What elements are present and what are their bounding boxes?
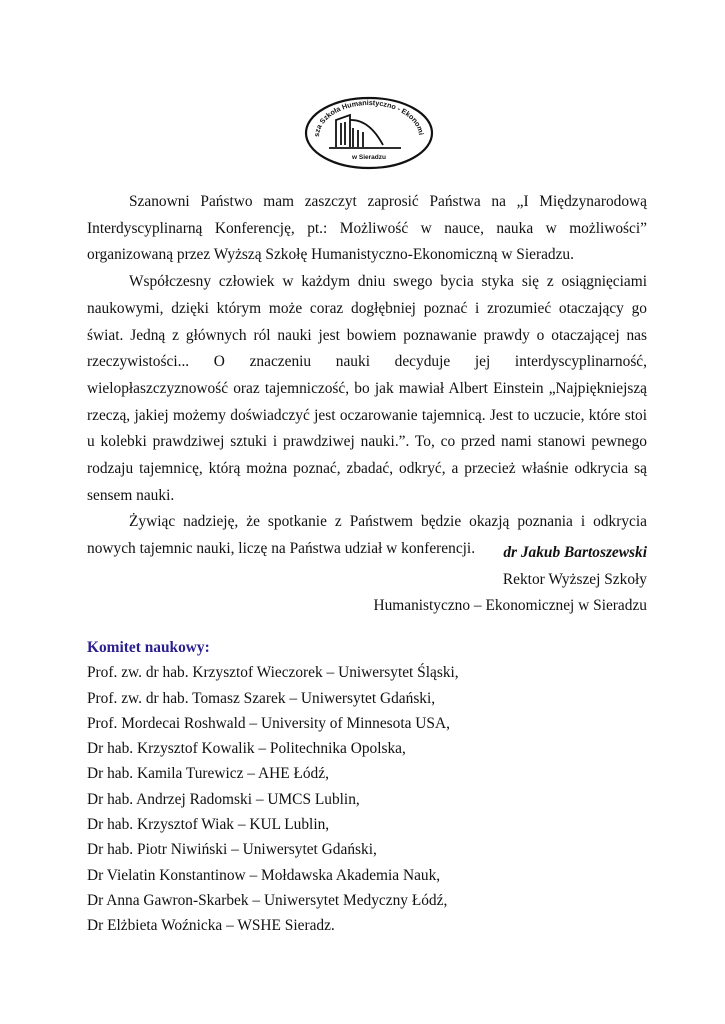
committee-member: Dr Elżbieta Woźnicka – WSHE Sieradz. — [87, 917, 335, 935]
signature-name: dr Jakub Bartoszewski — [503, 544, 647, 561]
university-logo — [303, 95, 435, 171]
committee-heading: Komitet naukowy: — [87, 639, 210, 656]
committee-member: Dr hab. Andrzej Radomski – UMCS Lublin, — [87, 790, 360, 808]
committee-member: Prof. zw. dr hab. Tomasz Szarek – Uniwersytet Gdański, — [87, 689, 436, 707]
committee-member: Dr hab. Krzysztof Kowalik – Politechnika Opolska, — [87, 740, 406, 758]
logo-ring-text: sza Szkoła Humanistyczno - Ekonomi — [311, 97, 426, 138]
committee-member: Prof. Mordecai Roshwald – University of Minnesota USA, — [87, 714, 450, 732]
scientific-committee — [87, 635, 459, 939]
committee-member: Dr hab. Krzysztof Wiak – KUL Lublin, — [87, 816, 330, 834]
committee-member: Prof. zw. dr hab. Krzysztof Wieczorek – Uniwersytet Śląski, — [87, 664, 459, 682]
committee-member: Dr hab. Piotr Niwiński – Uniwersytet Gdański, — [87, 841, 377, 859]
building-icon — [329, 115, 401, 148]
letter-body — [87, 189, 647, 563]
signature-title-line1: Rektor Wyższej Szkoły — [502, 570, 647, 588]
letter-paragraph-closing: Żywiąc nadzieję, że spotkanie z Państwem będzie okazją poznania i odkrycia nowych tajemnic nauki, liczę na Państwa udział w konferencji. — [87, 513, 647, 558]
letter-paragraph-science: Współczesny człowiek w każdym dniu swego bycia styka się z osiągnięciami naukowymi, dzięki którym może coraz dogłębniej poznać i zrozumieć otaczający go świat. Jedną z głównych ról nauki jest bowiem poznawanie prawdy o otaczającej nas rzeczywistości... O znaczeniu nauki decyduje jej interdyscyplinarność, wielopłaszczyznowość oraz tajemniczość, bo jak mawiał Albert Einstein „Najpiękniejszą rzeczą, jakiej możemy doświadczyć jest oczarowanie tajemnicą. Jest to uczucie, które stoi u kolebki prawdziwej sztuki i prawdziwej nauki.”. To, co przed nami stanowi pewnego rodzaju tajemnicę, którą można poznać, zbadać, odkryć, a przecież właśnie odkrycia są sensem nauki. — [87, 273, 647, 504]
letter-paragraph-invitation: Szanowni Państwo mam zaszczyt zaprosić Państwa na „I Międzynarodową Interdyscyplinarną Konferencję, pt.: Możliwość w nauce, nauka w możliwości” organizowaną przez Wyższą Szkołę Humanistyczno-Ekonomiczną w Sieradzu. — [87, 193, 647, 264]
signature-block — [373, 540, 647, 620]
logo-emblem — [303, 95, 435, 171]
committee-member: Dr hab. Kamila Turewicz – AHE Łódź, — [87, 765, 329, 783]
committee-member: Dr Anna Gawron-Skarbek – Uniwersytet Medyczny Łódź, — [87, 891, 448, 909]
logo-bottom-text: w Sieradzu — [352, 154, 386, 161]
committee-member: Dr Vielatin Konstantinow – Mołdawska Akademia Nauk, — [87, 866, 441, 884]
signature-title-line2: Humanistyczno – Ekonomicznej w Sieradzu — [373, 597, 647, 614]
